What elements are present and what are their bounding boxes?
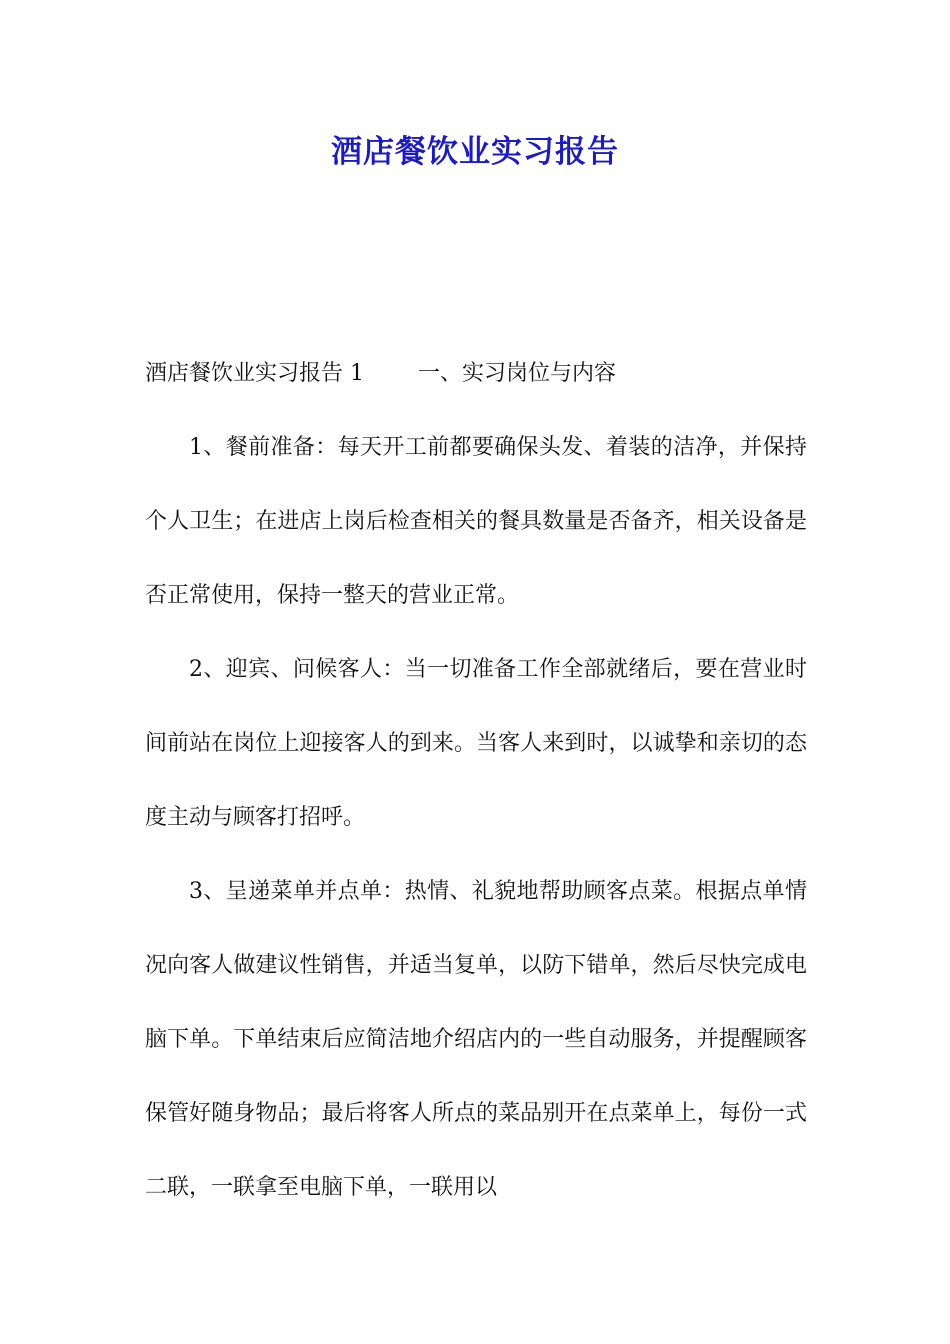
- section-heading: 一、实习岗位与内容: [418, 361, 617, 386]
- document-title: 酒店餐饮业实习报告: [331, 134, 619, 170]
- intro-line: [145, 337, 807, 411]
- document-body: [145, 337, 807, 1225]
- paragraph-1: 1、餐前准备：每天开工前都要确保头发、着装的洁净，并保持个人卫生；在进店上岗后检查相关的餐具数量是否备齐，相关设备是否正常使用，保持一整天的营业正常。: [145, 435, 807, 608]
- paragraph-2: 2、迎宾、问候客人：当一切准备工作全部就绪后，要在营业时间前站在岗位上迎接客人的到来。当客人来到时，以诚挚和亲切的态度主动与顾客打招呼。: [145, 657, 807, 830]
- paragraph-3: 3、呈递菜单并点单：热情、礼貌地帮助顾客点菜。根据点单情况向客人做建议性销售，并适当复单，以防下错单，然后尽快完成电脑下单。下单结束后应简洁地介绍店内的一些自动服务，并提醒顾客保管好随身物品；最后将客人所点的菜品别开在点菜单上，每份一式二联，一联拿至电脑下单，一联用以: [145, 879, 807, 1200]
- report-heading: 酒店餐饮业实习报告 1: [145, 361, 364, 386]
